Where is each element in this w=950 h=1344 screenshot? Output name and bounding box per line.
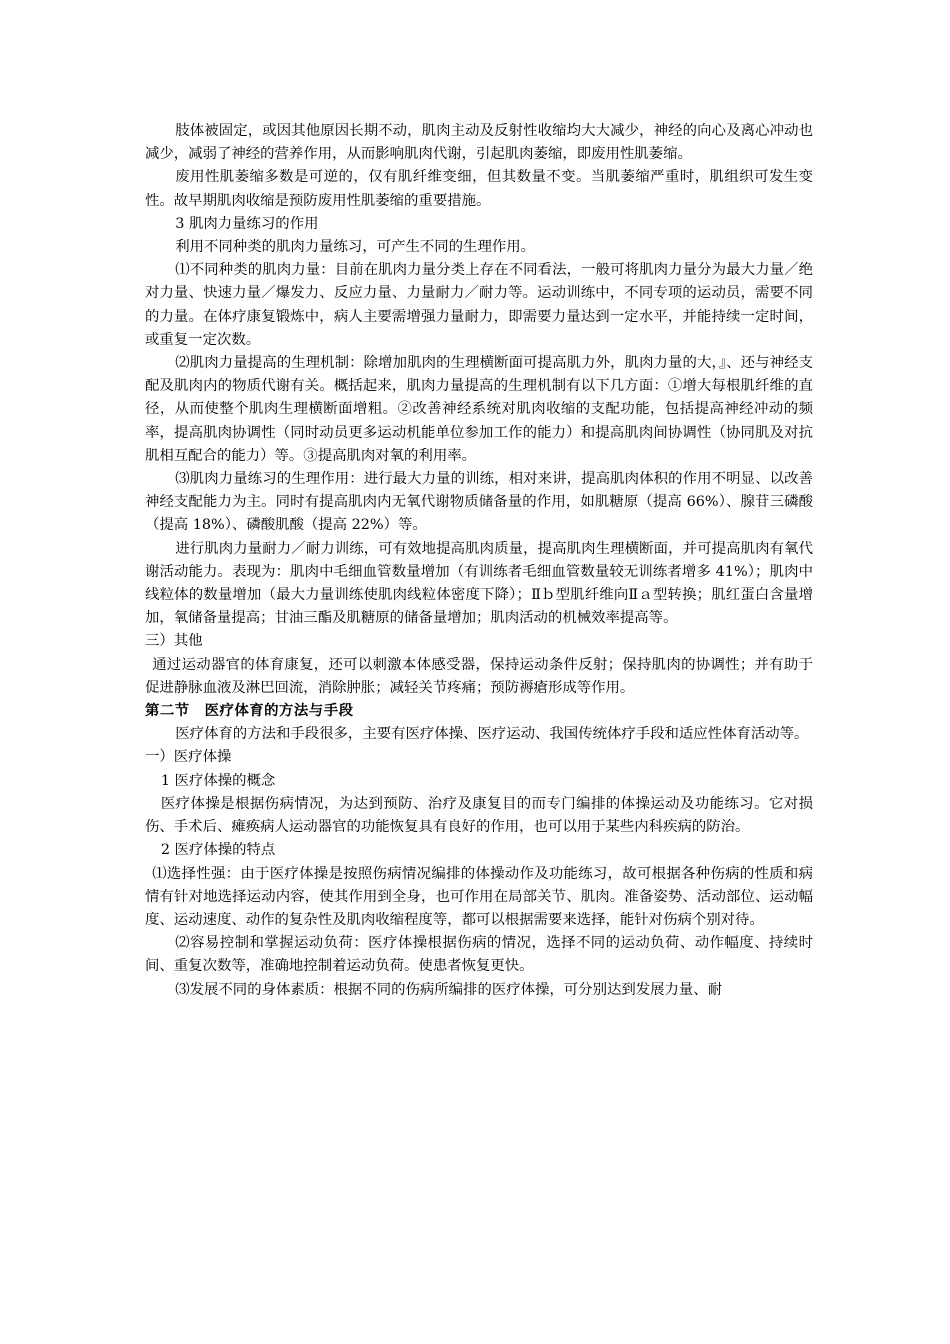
paragraph-strength-physiological-effect: ⑶肌肉力量练习的生理作用：进行最大力量的训练，相对来讲，提高肌肉体积的作用不明显、以改善神经支配能力为主。同时有提高肌肉内无氧代谢物质储备量的作用，如肌糖原（提高 66%）、腺苷三磷酸（提高 18%）、磷酸肌酸（提高 22%）等。 bbox=[145, 471, 813, 534]
subheading-strength-training-effects: 3 肌肉力量练习的作用 bbox=[175, 215, 319, 232]
paragraph-disuse-atrophy-cause: 肢体被固定，或因其他原因长期不动，肌肉主动及反射性收缩均大大减少，神经的向心及离心冲动也减少，减弱了神经的营养作用，从而影响肌肉代谢，引起肌肉萎缩，即废用性肌萎缩。 bbox=[145, 123, 813, 163]
paragraph-methods-intro: 医疗体育的方法和手段很多，主要有医疗体操、医疗运动、我国传统体疗手段和适应性体育活动等。 bbox=[175, 726, 809, 743]
section-heading-other: 三）其他 bbox=[145, 633, 203, 650]
paragraph-disuse-atrophy-reversible: 废用性肌萎缩多数是可逆的，仅有肌纤维变细，但其数量不变。当肌萎缩严重时，肌组织可发生变性。故早期肌肉收缩是预防废用性肌萎缩的重要措施。 bbox=[145, 169, 813, 209]
paragraph-other-benefits: 通过运动器官的体育康复，还可以刺激本体感受器，保持运动条件反射；保持肌肉的协调性；并有助于促进静脉血液及淋巴回流，消除肿胀；减轻关节疼痛；预防褥瘡形成等作用。 bbox=[145, 656, 813, 696]
paragraph-feature-physical-qualities: ⑶发展不同的身体素质：根据不同的伤病所编排的医疗体操，可分别达到发展力量、耐 bbox=[175, 981, 723, 998]
chapter-section-heading: 第二节 医疗体育的方法与手段 bbox=[145, 703, 354, 720]
section-heading-medical-gymnastics: 一）医疗体操 bbox=[145, 749, 232, 766]
paragraph-endurance-training: 进行肌肉力量耐力／耐力训练，可有效地提高肌肉质量，提高肌肉生理横断面，并可提高肌肉有氧代谢活动能力。表现为：肌肉中毛细血管数量增加（有训练者毛细血管数量较无训练者增多 41%）；肌肉中线粒体的数量增加（最大力量训练使肌肉线粒体密度下降）；Ⅱｂ型肌纤维向Ⅱａ型转换；肌红蛋白含量增加，氧储备量提高；甘油三酯及肌糖原的储备量增加；肌肉活动的机械效率提高等。 bbox=[145, 540, 813, 627]
paragraph-feature-selectivity: ⑴选择性强：由于医疗体操是按照伤病情况编排的体操动作及功能练习，故可根据各种伤病的性质和病情有针对地选择运动内容，使其作用到全身，也可作用在局部关节、肌肉。准备姿势、活动部位、运动幅度、运动速度、动作的复杂性及肌肉收缩程度等，都可以根据需要来选择，能针对伤病个别对待。 bbox=[145, 865, 813, 928]
paragraph-strength-mechanism: ⑵肌肉力量提高的生理机制：除增加肌肉的生理横断面可提高肌力外，肌肉力量的大，』、还与神经支配及肌肉内的物质代谢有关。概括起来，肌肉力量提高的生理机制有以下几方面：①增大每根肌纤维的直径，从而使整个肌肉生理横断面增粗。②改善神经系统对肌肉收缩的支配功能，包括提高神经冲动的频率，提高肌肉协调性（同时动员更多运动机能单位参加工作的能力）和提高肌肉间协调性（协同肌及对抗肌相互配合的能力）等。③提高肌肉对氧的利用率。 bbox=[145, 355, 813, 464]
paragraph-strength-types: ⑴不同种类的肌肉力量：目前在肌肉力量分类上存在不同看法，一般可将肌肉力量分为最大力量／绝对力量、快速力量／爆发力、反应力量、力量耐力／耐力等。运动训练中，不同专项的运动员，需要不同的力量。在体疗康复锻炼中，病人主要需增强力量耐力，即需要力量达到一定水平，并能持续一定时间，或重复一定次数。 bbox=[145, 262, 813, 348]
paragraph-concept: 医疗体操是根据伤病情况，为达到预防、治疗及康复目的而专门编排的体操运动及功能练习。它对损伤、手术后、瘫痪病人运动器官的功能恢复具有良好的作用，也可以用于某些内科疾病的防治。 bbox=[145, 795, 813, 836]
subheading-features: 2 医疗体操的特点 bbox=[160, 842, 276, 859]
subheading-concept: 1 医疗体操的概念 bbox=[160, 772, 276, 789]
paragraph-intro-strength-training: 利用不同种类的肌肉力量练习，可产生不同的生理作用。 bbox=[175, 239, 536, 256]
document-page bbox=[145, 120, 813, 1002]
paragraph-feature-load-control: ⑵容易控制和掌握运动负荷：医疗体操根据伤病的情况，选择不同的运动负荷、动作幅度、持续时间、重复次数等，准确地控制着运动负荷。使患者恢复更快。 bbox=[145, 935, 813, 975]
